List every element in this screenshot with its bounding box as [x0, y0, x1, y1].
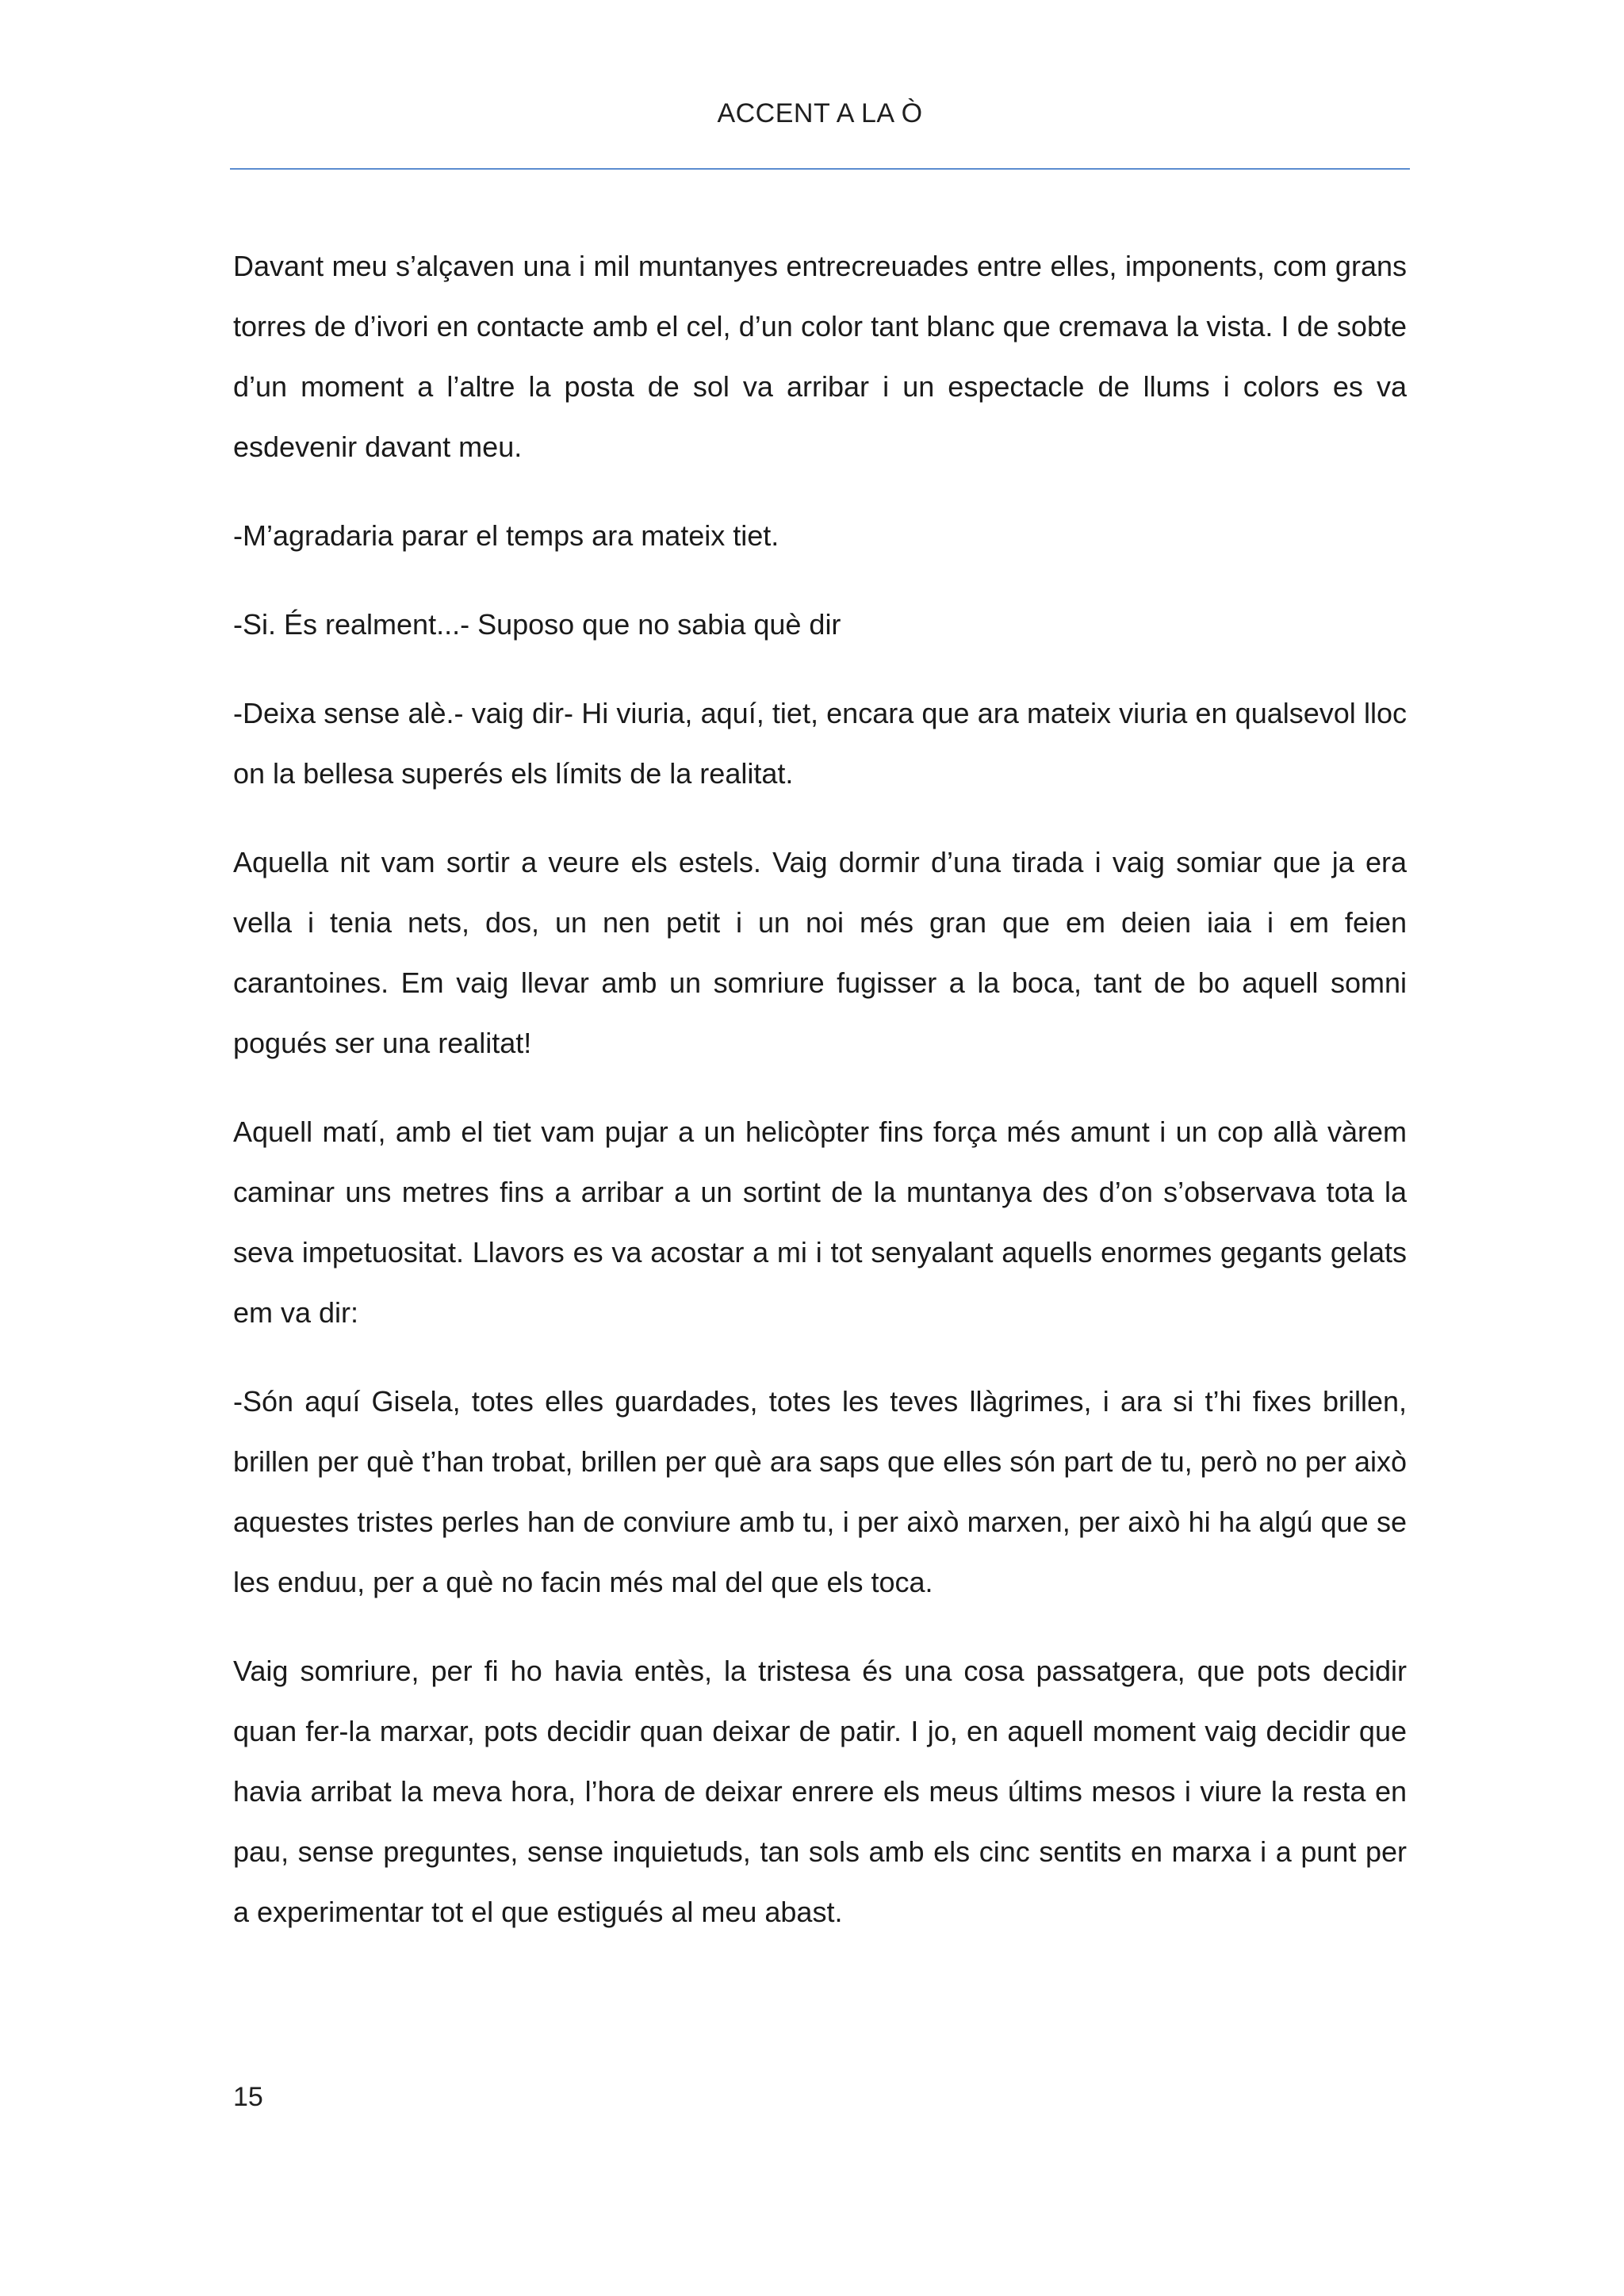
dialogue-line: -Si. És realment...- Suposo que no sabia què dir	[233, 608, 841, 641]
header-rule	[230, 168, 1410, 170]
body-text	[233, 236, 1407, 1971]
running-header: ACCENT A LA Ò	[717, 98, 923, 128]
paragraph: Aquella nit vam sortir a veure els estels. Vaig dormir d’una tirada i vaig somiar que ja era vella i tenia nets, dos, un nen petit i un noi més gran que em deien iaia i em feien carantoines. Em vaig llevar amb un somriure fugisser a la boca, tant de bo aquell somni pogués ser una realitat!	[233, 846, 1407, 1059]
page-number: 15	[233, 2082, 263, 2112]
paragraph: Davant meu s’alçaven una i mil muntanyes entrecreuades entre elles, imponents, com grans torres de d’ivori en contacte amb el cel, d’un color tant blanc que cremava la vista. I de sobte d’un moment a l’altre la posta de sol va arribar i un espectacle de llums i colors es va esdevenir davant meu.	[233, 250, 1407, 463]
dialogue-line: -Són aquí Gisela, totes elles guardades, totes les teves llàgrimes, i ara si t’hi fixes brillen, brillen per què t’han trobat, brillen per què ara saps que elles són part de tu, però no per això aquestes tristes perles han de conviure amb tu, i per això marxen, per això hi ha algú que se les enduu, per a què no facin més mal del que els toca.	[233, 1385, 1407, 1598]
paragraph: Vaig somriure, per fi ho havia entès, la tristesa és una cosa passatgera, que pots decidir quan fer-la marxar, pots decidir quan deixar de patir. I jo, en aquell moment vaig decidir que havia arribat la meva hora, l’hora de deixar enrere els meus últims mesos i viure la resta en pau, sense preguntes, sense inquietuds, tan sols amb els cinc sentits en marxa i a punt per a experimentar tot el que estigués al meu abast.	[233, 1655, 1407, 1928]
dialogue-line: -Deixa sense alè.- vaig dir- Hi viuria, aquí, tiet, encara que ara mateix viuria en qualsevol lloc on la bellesa superés els límits de la realitat.	[233, 697, 1407, 790]
dialogue-line: -M’agradaria parar el temps ara mateix tiet.	[233, 519, 779, 552]
paragraph: Aquell matí, amb el tiet vam pujar a un helicòpter fins força més amunt i un cop allà vàrem caminar uns metres fins a arribar a un sortint de la muntanya des d’on s’observava tota la seva impetuositat. Llavors es va acostar a mi i tot senyalant aquells enormes gegants gelats em va dir:	[233, 1115, 1407, 1329]
